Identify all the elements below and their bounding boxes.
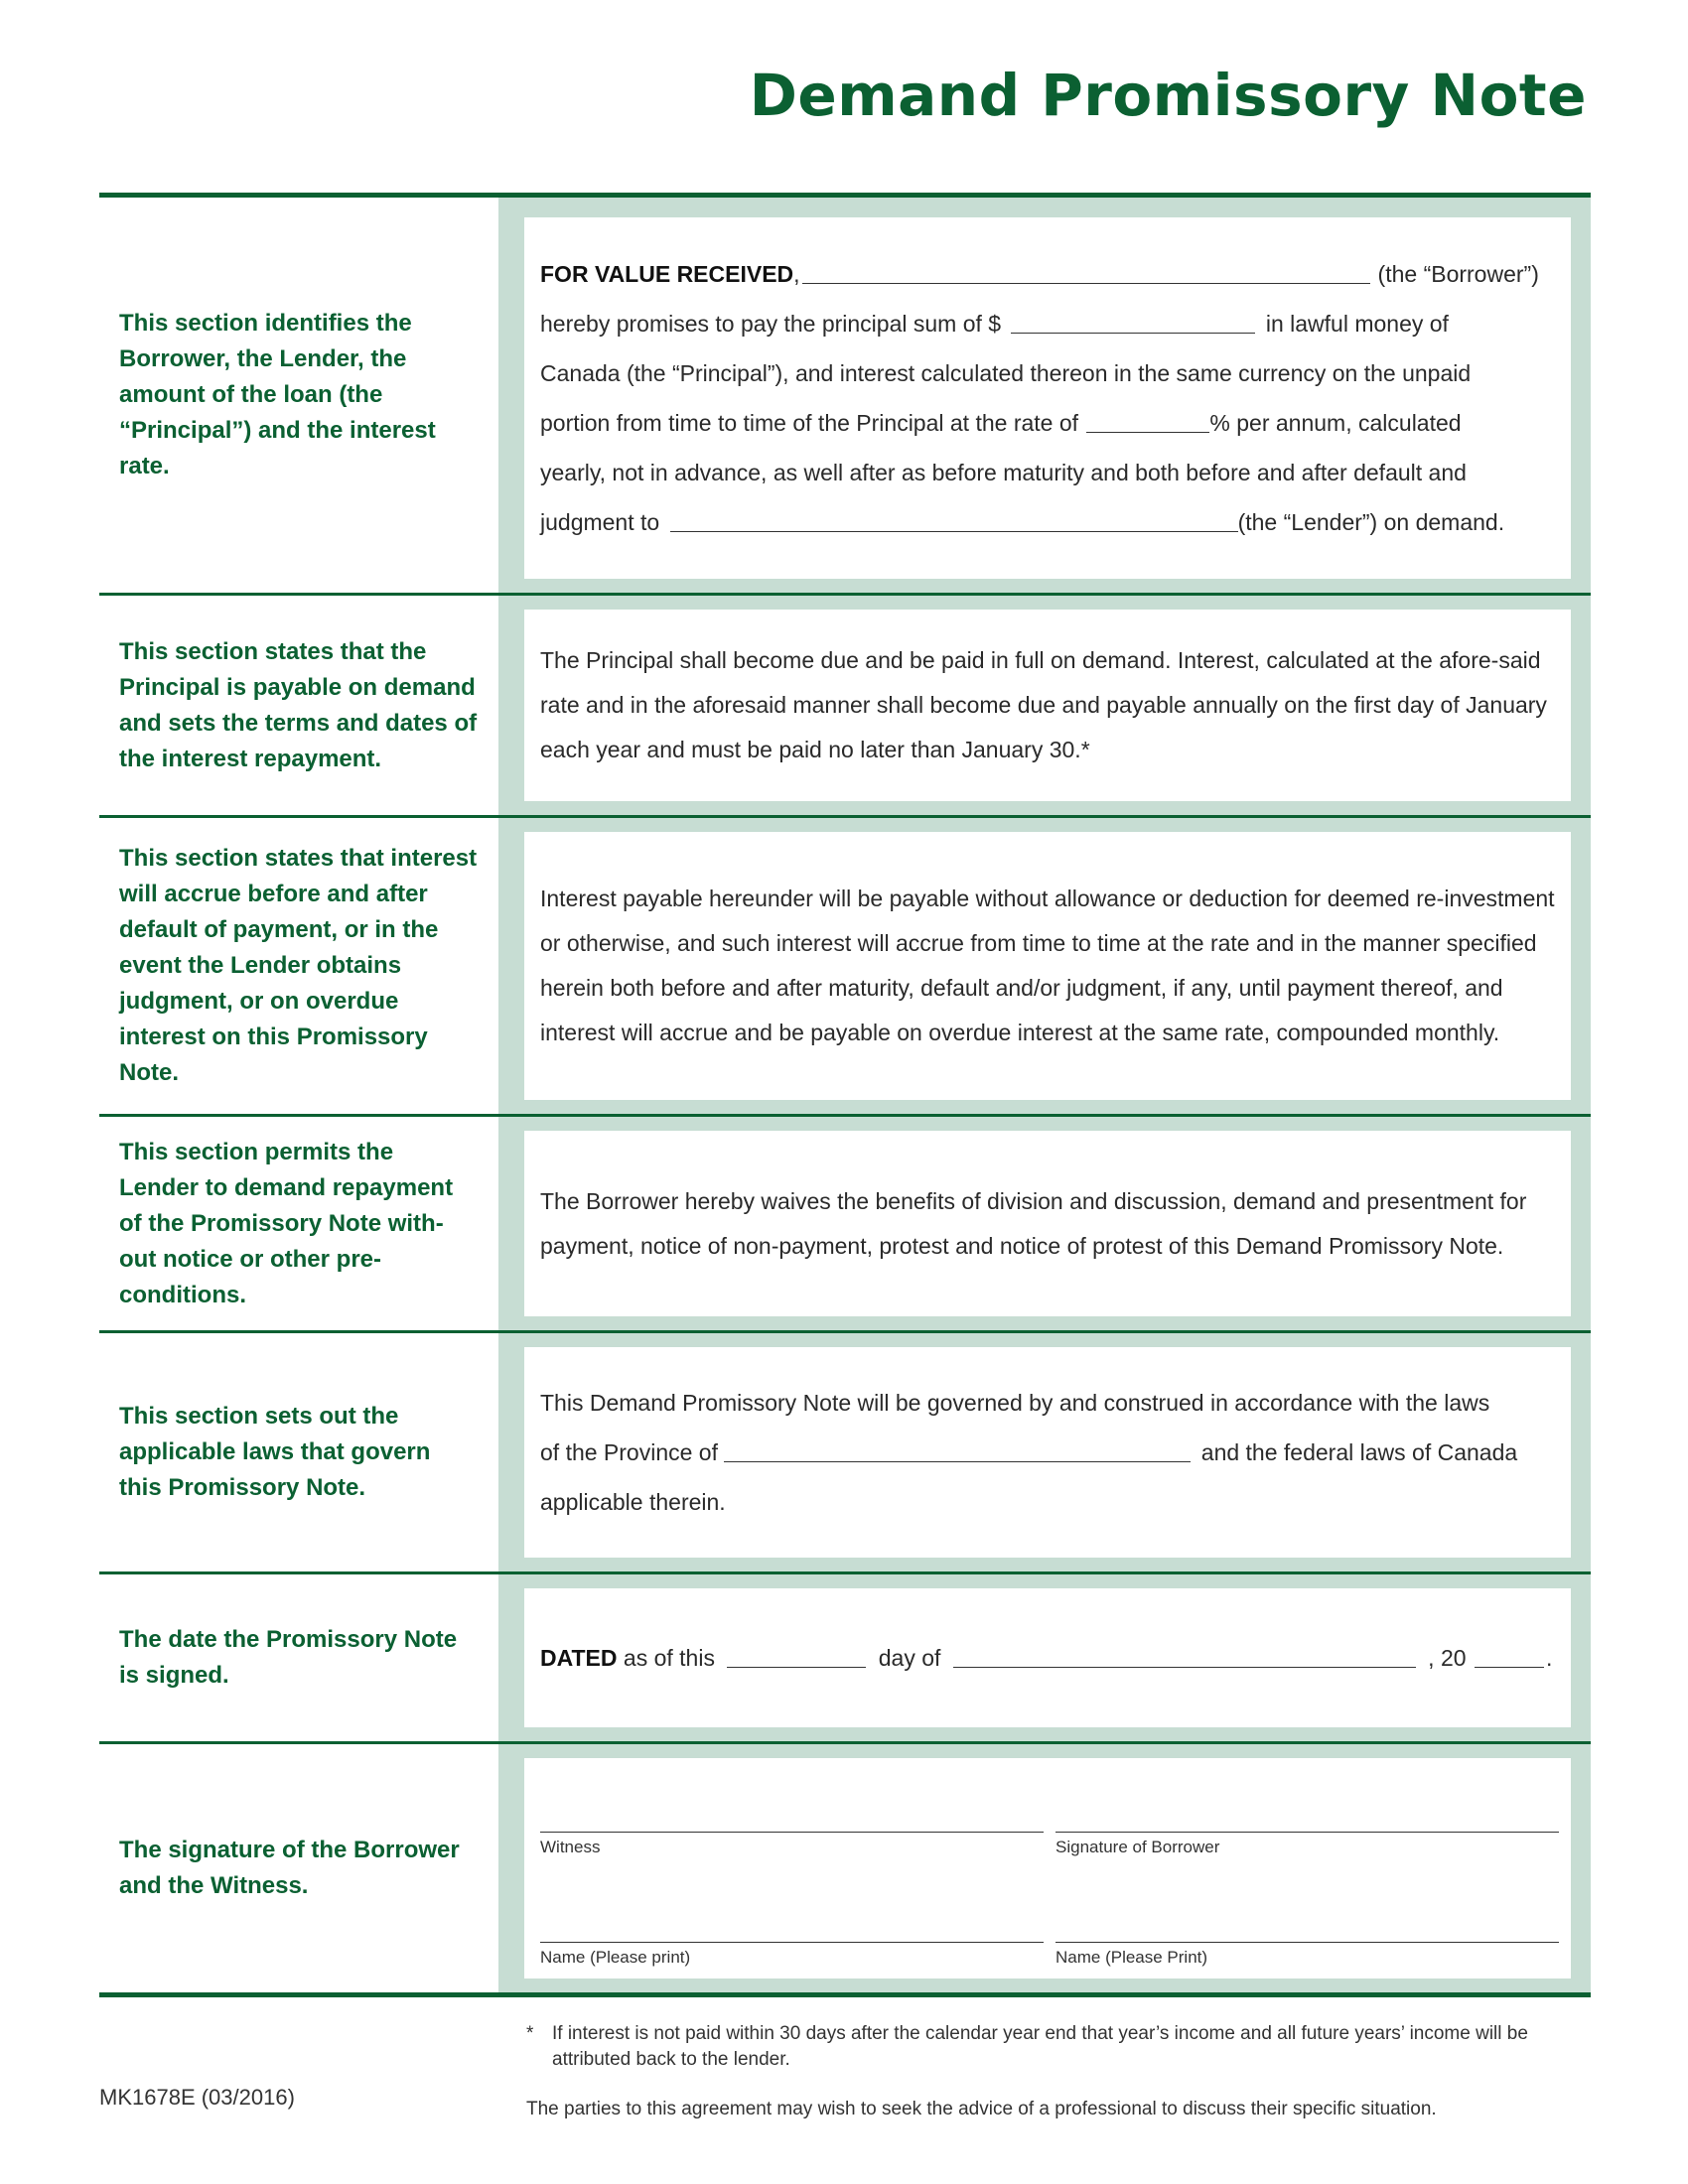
as-of-this-text: as of this [623,1645,715,1671]
judgment-to-text: judgment to [540,509,660,535]
section-parties [99,198,1591,593]
witness-name-cell [540,1894,1044,1971]
lender-name-field[interactable] [670,508,1238,532]
province-of-text: of the Province of [540,1439,718,1465]
section-description: The signature of the Borrower and the Witness. [119,1837,460,1899]
borrower-name-cell [1055,1894,1559,1971]
section-body [524,1758,1571,1979]
section-description: This section identifies the Borrower, the Lender, the amount of the loan (the “Principal”) and the interest rate. [119,310,436,479]
federal-laws-text: and the federal laws of Canada [1200,1439,1518,1465]
borrower-name-field[interactable] [802,260,1370,284]
body-line [540,299,1563,348]
section-description-cell [99,1333,498,1571]
borrower-signature-label: Signature of Borrower [1055,1838,1220,1856]
principal-amount-field[interactable] [1011,310,1255,334]
section-signatures [99,1741,1591,1992]
province-field[interactable] [724,1438,1191,1462]
section-body-panel [498,596,1591,815]
section-body-panel [498,1574,1591,1741]
section-body: The Borrower hereby waives the benefits of division and discussion, demand and presentment for payment, notice of non-payment, protest and notice of protest of this Demand Promissory Note. [524,1131,1571,1316]
footnote-text: If interest is not paid within 30 days after the calendar year end that year’s income and all future years’ income will be attributed back to the lender. [552,2023,1528,2070]
body-line: Canada (the “Principal”), and interest calculated thereon in the same currency on the unpaid [540,360,1472,386]
section-description-cell [99,1574,498,1741]
section-body-panel [498,1333,1591,1571]
section-description-cell [99,1117,498,1330]
section-description: This section permits the Lender to demand repayment of the Promissory Note with-out notice or other pre-conditions. [119,1138,454,1308]
borrower-print-name-field[interactable] [1055,1894,1559,1943]
section-waiver [99,1114,1591,1330]
body-line [540,1633,1563,1683]
promissory-note-form [99,193,1591,1997]
section-description-cell [99,818,498,1114]
form-code: MK1678E (03/2016) [99,2085,295,2110]
section-body-panel [498,198,1591,593]
witness-name-field[interactable] [540,1894,1044,1943]
section-description-cell [99,596,498,815]
witness-name-label: Name (Please print) [540,1948,691,1967]
borrower-name-label: Name (Please Print) [1055,1948,1208,1967]
section-description: This section states that interest will accrue before and after default of payment, or in the event the Lender obtains judgment, or on overdue interest on this Promissory Note. [119,845,478,1086]
body-line [540,497,1563,547]
borrower-label: (the “Borrower”) [1377,261,1539,287]
body-line: yearly, not in advance, as well after as before maturity and both before and after default and [540,460,1467,485]
section-body-panel [498,1744,1591,1992]
body-line [540,398,1563,448]
for-value-received-label: FOR VALUE RECEIVED [540,261,794,287]
principal-sum-text: hereby promises to pay the principal sum of $ [540,311,1002,337]
body-line: applicable therein. [540,1489,726,1515]
day-of-text: day of [878,1645,941,1671]
body-line [540,1428,1563,1477]
section-governing-law [99,1330,1591,1571]
body-line [540,249,1563,299]
interest-rate-text: portion from time to time of the Principal at the rate of [540,410,1079,436]
section-body-panel [498,818,1591,1114]
section-body [524,217,1571,579]
section-body: The Principal shall become due and be paid in full on demand. Interest, calculated at the afore-said rate and in the aforesaid manner shall become due and payable annually on the first day of January each year and must be paid no later than January 30.* [524,610,1571,801]
bottom-rule [99,1992,1591,1997]
section-description: This section states that the Principal is payable on demand and sets the terms and dates of the interest repayment. [119,637,478,772]
section-body: Interest payable hereunder will be payable without allowance or deduction for deemed re-investment or otherwise, and such interest will accrue from time to time at the rate and in the manner specified herein both before and after maturity, default and/or judgment, if any, until payment thereof, and interest will accrue and be payable on overdue interest at the same rate, compounded monthly. [524,832,1571,1100]
section-body [524,1588,1571,1727]
footnote-marker: * [526,2023,534,2044]
section-interest-accrual [99,815,1591,1114]
lawful-money-text: in lawful money of [1265,311,1449,337]
signature-grid [540,1768,1559,1971]
witness-signature-cell [540,1784,1044,1860]
month-field[interactable] [953,1644,1416,1668]
comma-text: , [793,261,800,287]
year-field[interactable] [1475,1644,1544,1668]
page-title: Demand Promissory Note [749,62,1587,129]
dated-label: DATED [540,1645,618,1671]
section-description-cell [99,1744,498,1992]
section-description: This section sets out the applicable laws that govern this Promissory Note. [119,1403,431,1501]
section-description-cell [99,198,498,593]
section-description: The date the Promissory Note is signed. [119,1626,458,1689]
borrower-signature-cell [1055,1784,1559,1860]
borrower-signature-field[interactable] [1055,1784,1559,1833]
per-annum-text: % per annum, calculated [1209,410,1462,436]
section-date [99,1571,1591,1741]
day-field[interactable] [727,1644,866,1668]
period-text: . [1545,1645,1553,1671]
section-body-panel [498,1117,1591,1330]
footnote [526,2021,1589,2073]
section-payment-terms [99,593,1591,815]
interest-rate-field[interactable] [1086,409,1209,433]
witness-signature-field[interactable] [540,1784,1044,1833]
year-prefix-text: , 20 [1428,1645,1467,1671]
section-body [524,1347,1571,1558]
witness-label: Witness [540,1838,601,1856]
professional-advice-note: The parties to this agreement may wish to seek the advice of a professional to discuss their specific situation. [526,2099,1437,2119]
lender-label: (the “Lender”) on demand. [1237,509,1505,535]
body-line: This Demand Promissory Note will be governed by and construed in accordance with the laws [540,1390,1490,1416]
